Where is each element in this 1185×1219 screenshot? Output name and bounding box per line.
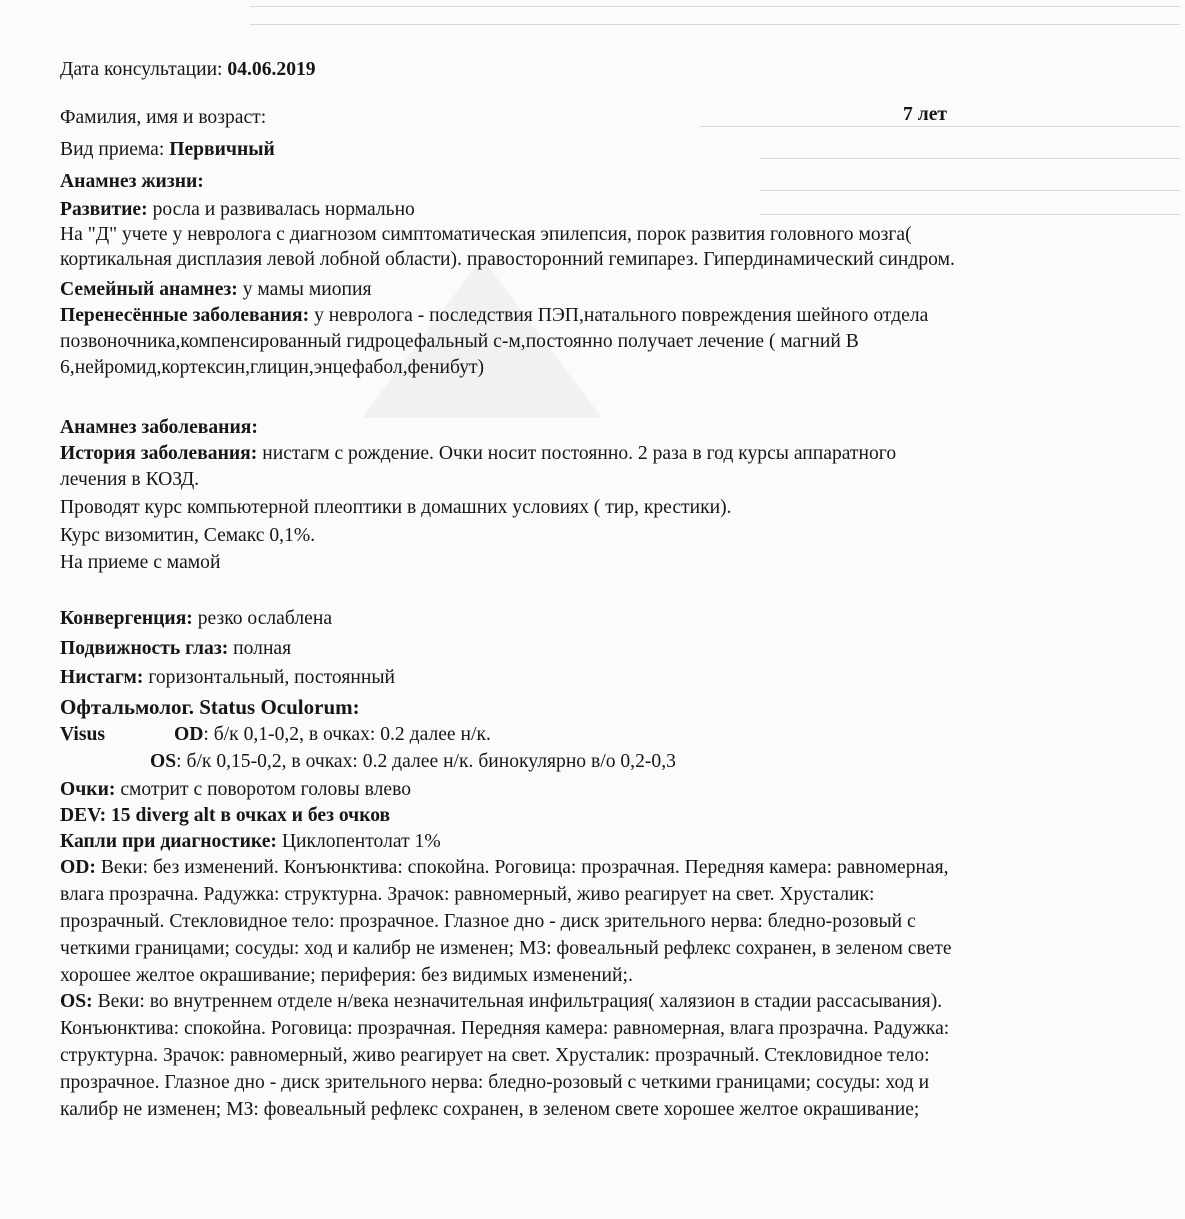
neuro-diagnosis-line: На "Д" учете у невролога с диагнозом симптоматическая эпилепсия, порок развития головного мозга( <box>60 224 912 245</box>
od-exam-line: четкими границами; сосуды: ход и калибр не изменен; МЗ: фовеальный рефлекс сохранен, в зеленом свете <box>60 938 952 959</box>
os-exam-label: OS: <box>60 991 93 1012</box>
os-exam-text: Веки: во внутреннем отделе н/века незначительная инфильтрация( халязион в стадии рассасывания). <box>97 991 943 1012</box>
family-history-text: у мамы миопия <box>242 279 372 300</box>
eye-mobility-label: Подвижность глаз: <box>60 638 229 659</box>
family-history-label: Семейный анамнез: <box>60 279 238 300</box>
convergence-text: резко ослаблена <box>197 608 333 629</box>
eye-mobility-line <box>60 637 291 661</box>
patient-age: 7 лет <box>903 104 948 125</box>
family-history-line <box>60 278 372 302</box>
nystagmus-text: горизонтальный, постоянный <box>148 667 395 688</box>
od-exam-label: OD: <box>60 857 96 878</box>
disease-history-line <box>60 442 896 466</box>
neuro-diagnosis-line: кортикальная дисплазия левой лобной области). правосторонний гемипарез. Гипердинамический синдром. <box>60 249 955 270</box>
dev-line: DEV: 15 diverg alt в очках и без очков <box>60 805 391 826</box>
visit-type-label: Вид приема: <box>60 139 165 160</box>
development-line <box>60 198 415 222</box>
convergence-line <box>60 607 332 631</box>
disease-history-line: Проводят курс компьютерной плеоптики в домашних условиях ( тир, крестики). <box>60 497 732 518</box>
disease-history-label: История заболевания: <box>60 443 258 464</box>
glasses-line <box>60 778 411 802</box>
os-exam-line <box>60 990 942 1014</box>
past-diseases-line: позвоночника,компенсированный гидроцефальный с-м,постоянно получает лечение ( магний В <box>60 331 859 352</box>
nystagmus-line <box>60 666 395 690</box>
os-exam-line: калибр не изменен; МЗ: фовеальный рефлекс сохранен, в зеленом свете хорошее желтое окрашивание; <box>60 1099 920 1120</box>
life-history-heading: Анамнез жизни: <box>60 171 204 192</box>
disease-history-heading: Анамнез заболевания: <box>60 417 258 438</box>
os-exam-line: прозрачное. Глазное дно - диск зрительного нерва: бледно-розовый с четкими границами; сосуды: ход и <box>60 1072 930 1093</box>
visus-label: Visus <box>60 724 106 745</box>
status-oculorum-heading: Офтальмолог. Status Oculorum: <box>60 695 360 719</box>
disease-history-text: нистагм с рождение. Очки носит постоянно. 2 раза в год курсы аппаратного <box>262 443 897 464</box>
os-exam-line: структурна. Зрачок: равномерный, живо реагирует на свет. Хрусталик: прозрачный. Стекловидное тело: <box>60 1045 930 1066</box>
past-diseases-line <box>60 304 928 328</box>
glasses-label: Очки: <box>60 779 116 800</box>
consultation-date: 04.06.2019 <box>227 59 316 80</box>
nystagmus-label: Нистагм: <box>60 667 144 688</box>
patient-name-label: Фамилия, имя и возраст: <box>60 107 267 128</box>
development-label: Развитие: <box>60 199 148 220</box>
od-exam-line <box>60 856 949 880</box>
disease-history-line: На приеме с мамой <box>60 552 221 573</box>
os-visus-text: : б/к 0,15-0,2, в очках: 0.2 далее н/к. бинокулярно в/о 0,2-0,3 <box>176 751 676 772</box>
od-label: OD <box>174 724 204 745</box>
visus-os-value <box>150 750 676 774</box>
disease-history-line: Курс визомитин, Семакс 0,1%. <box>60 525 316 546</box>
od-exam-line: хорошее желтое окрашивание; периферия: без видимых изменений;. <box>60 965 633 986</box>
consultation-date-label: Дата консультации: <box>60 59 223 80</box>
visus-od-line <box>60 723 105 747</box>
development-text: росла и развивалась нормально <box>152 199 415 220</box>
past-diseases-text: у невролога - последствия ПЭП,натального повреждения шейного отдела <box>314 305 929 326</box>
visit-type: Первичный <box>169 139 275 160</box>
os-exam-line: Конъюнктива: спокойна. Роговица: прозрачная. Передняя камера: равномерная, влага прозрачна. Радужка: <box>60 1018 950 1039</box>
od-visus-text: : б/к 0,1-0,2, в очках: 0.2 далее н/к. <box>203 724 491 745</box>
od-exam-line: прозрачный. Стекловидное тело: прозрачное. Глазное дно - диск зрительного нерва: бледно-розовый с <box>60 911 916 932</box>
visus-od-value <box>174 723 491 747</box>
os-label: OS <box>150 751 177 772</box>
glasses-text: смотрит с поворотом головы влево <box>120 779 412 800</box>
visit-type-line <box>60 138 275 162</box>
consultation-date-line <box>60 58 316 82</box>
convergence-label: Конвергенция: <box>60 608 193 629</box>
drops-line <box>60 830 441 854</box>
disease-history-line: лечения в КОЗД. <box>60 469 200 490</box>
drops-label: Капли при диагностике: <box>60 831 277 852</box>
eye-mobility-text: полная <box>233 638 292 659</box>
drops-text: Циклопентолат 1% <box>281 831 441 852</box>
od-exam-text: Веки: без изменений. Конъюнктива: спокойна. Роговица: прозрачная. Передняя камера: равномерная, <box>100 857 949 878</box>
past-diseases-label: Перенесённые заболевания: <box>60 305 310 326</box>
od-exam-line: влага прозрачна. Радужка: структурна. Зрачок: равномерный, живо реагирует на свет. Хрусталик: <box>60 884 875 905</box>
past-diseases-line: 6,нейромид,кортексин,глицин,энцефабол,фенибут) <box>60 357 485 378</box>
